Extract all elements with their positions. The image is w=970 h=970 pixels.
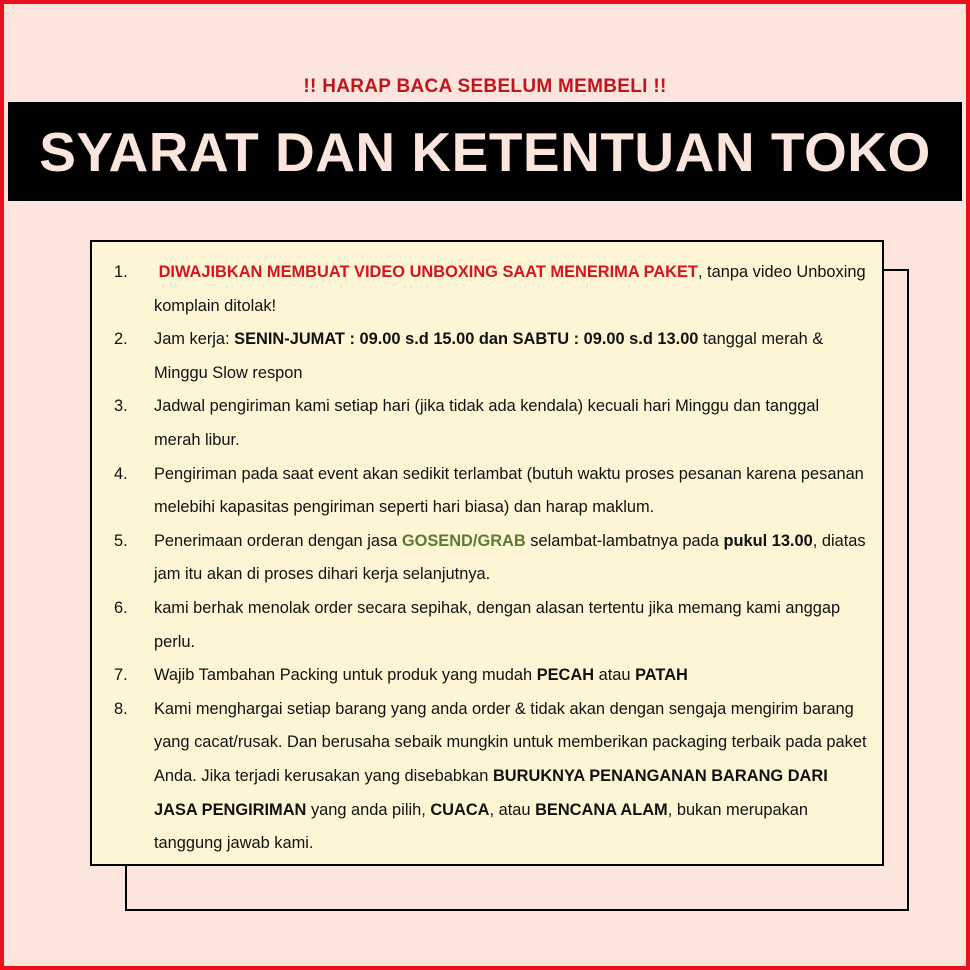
term-number: 4. bbox=[114, 464, 128, 483]
term-text-segment: kami berhak menolak order secara sepihak, dengan alasan tertentu jika memang kami anggap perlu. bbox=[154, 598, 845, 651]
term-item bbox=[114, 693, 871, 861]
term-text-segment: Wajib Tambahan Packing untuk produk yang mudah bbox=[154, 666, 537, 685]
term-number: 8. bbox=[114, 699, 128, 718]
term-highlight: CUACA bbox=[430, 800, 490, 819]
term-item bbox=[114, 323, 868, 390]
term-highlight: BURUKNYA PENANGANAN BARANG DARI JASA PENGIRIMAN bbox=[154, 766, 833, 819]
term-text-segment: , diatas jam itu akan di proses dihari kerja selanjutnya. bbox=[154, 531, 871, 584]
term-highlight: GOSEND/GRAB bbox=[401, 531, 526, 550]
term-text bbox=[154, 458, 868, 525]
terms-card bbox=[90, 240, 884, 866]
term-text bbox=[154, 592, 868, 659]
term-text bbox=[154, 323, 868, 390]
term-text-segment: Pengiriman pada saat event akan sedikit terlambat (butuh waktu proses pesanan karena pesanan melebihi kapasitas pengiriman seperti hari biasa) dan harap maklum. bbox=[154, 464, 869, 517]
term-text-segment: tanggal merah & Minggu Slow respon bbox=[154, 330, 828, 382]
term-number: 3. bbox=[114, 397, 128, 416]
term-number: 5. bbox=[114, 531, 128, 550]
term-item bbox=[114, 458, 868, 525]
term-number: 2. bbox=[114, 330, 128, 349]
terms-list bbox=[114, 256, 871, 861]
term-item bbox=[114, 256, 871, 323]
term-highlight: DIWAJIBKAN MEMBUAT VIDEO UNBOXING SAAT MENERIMA PAKET bbox=[154, 263, 698, 281]
warning-text: !! HARAP BACA SEBELUM MEMBELI !! bbox=[303, 76, 667, 97]
term-highlight: BENCANA ALAM bbox=[535, 800, 668, 819]
term-text-segment: , atau bbox=[489, 800, 536, 819]
term-text bbox=[154, 659, 868, 693]
term-item bbox=[114, 390, 868, 457]
term-number: 1. bbox=[114, 263, 128, 281]
term-text bbox=[154, 256, 871, 323]
term-text-segment: yang anda pilih, bbox=[306, 800, 431, 819]
term-item bbox=[114, 659, 868, 693]
term-number: 7. bbox=[114, 666, 128, 685]
term-highlight: PATAH bbox=[635, 666, 688, 685]
term-text-segment: Penerimaan orderan dengan jasa bbox=[154, 531, 402, 550]
term-text bbox=[154, 525, 871, 592]
title-banner bbox=[8, 102, 962, 201]
term-item bbox=[114, 525, 871, 592]
term-text-segment: atau bbox=[594, 666, 636, 685]
term-text-segment: , tanpa video Unboxing komplain ditolak! bbox=[154, 263, 871, 315]
term-text-segment: Jam kerja: bbox=[154, 330, 235, 349]
term-number: 6. bbox=[114, 598, 128, 617]
term-item bbox=[114, 592, 868, 659]
term-text-segment: Jadwal pengiriman kami setiap hari (jika tidak ada kendala) kecuali hari Minggu dan tanggal merah libur. bbox=[154, 397, 824, 449]
term-text-segment: selambat-lambatnya pada bbox=[525, 531, 724, 550]
term-highlight: pukul 13.00 bbox=[723, 531, 813, 550]
term-text-segment: , bukan merupakan tanggung jawab kami. bbox=[154, 800, 813, 853]
term-highlight: PECAH bbox=[536, 666, 595, 685]
term-text-segment: Kami menghargai setiap barang yang anda order & tidak akan dengan sengaja mengirim barang yang cacat/rusak. Dan berusaha sebaik mungkin untuk memberikan packaging terbaik pada paket Anda. Jika terjadi kerusakan yang disebabkan bbox=[154, 699, 871, 785]
page-title: SYARAT DAN KETENTUAN TOKO bbox=[39, 120, 931, 183]
term-highlight: SENIN-JUMAT : 09.00 s.d 15.00 dan SABTU : 09.00 s.d 13.00 bbox=[234, 330, 699, 349]
term-text bbox=[154, 693, 871, 861]
term-text bbox=[154, 390, 868, 457]
